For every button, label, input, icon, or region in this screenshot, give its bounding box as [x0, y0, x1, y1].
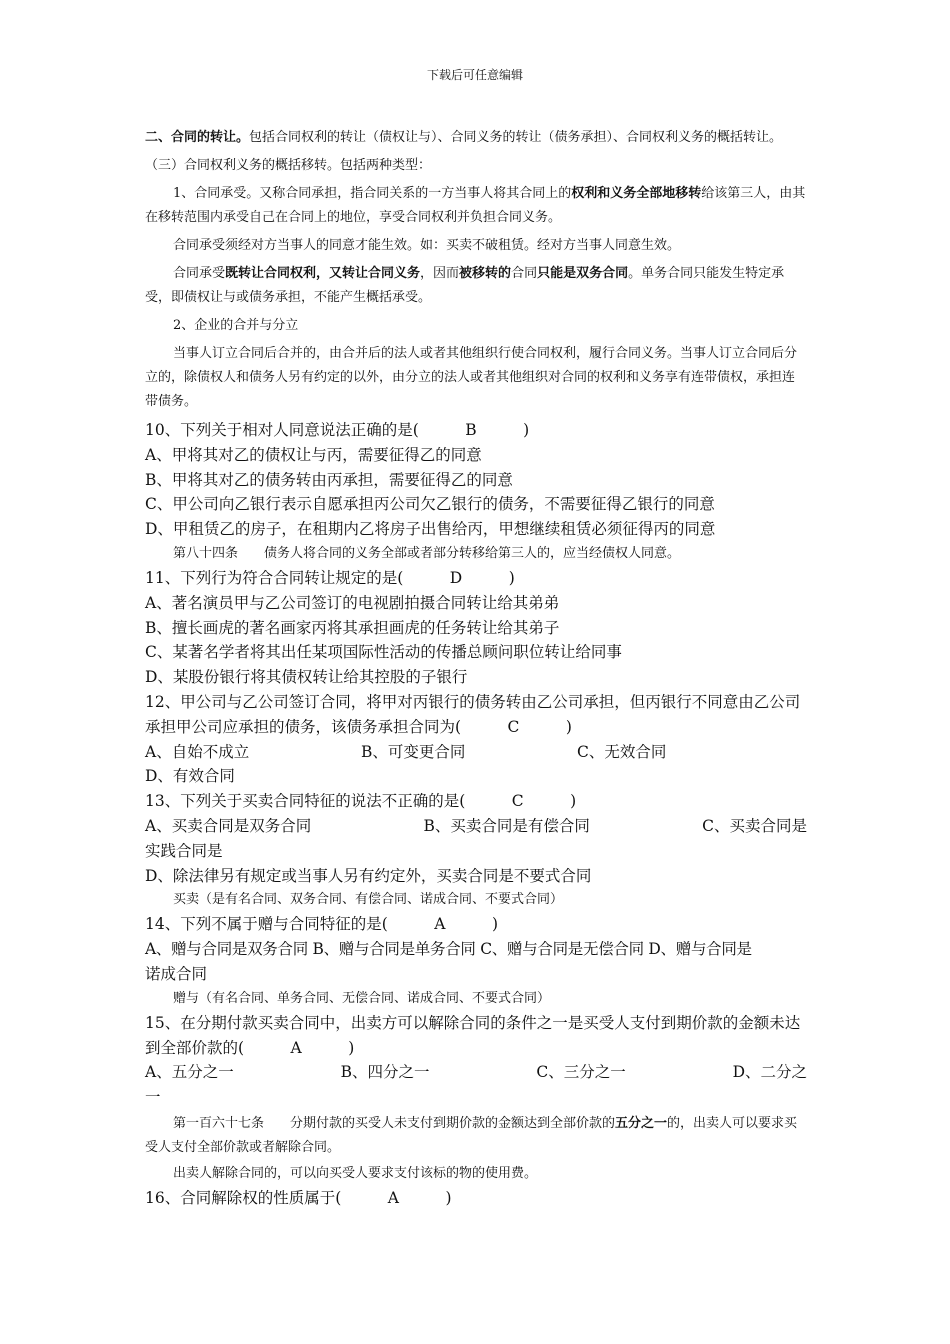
question-stem: 12、甲公司与乙公司签订合同，将甲对丙银行的债务转由乙公司承担，但丙银行不同意由乙公司承担甲公司应承担的债务，该债务承担合同为( C ): [145, 692, 801, 736]
paragraph-contract-assumption: 1、合同承受。又称合同承担，指合同关系的一方当事人将其合同上的权利和义务全部地移转给该第三人，由其在移转范围内承受自己在合同上的地位，享受合同权利并负担合同义务。: [145, 186, 806, 225]
legal-note: 第八十四条 债务人将合同的义务全部或者部分转移给第三人的，应当经债权人同意。: [173, 545, 681, 561]
option: D、有效合同: [145, 767, 235, 786]
question-stem: 11、下列行为符合合同转让规定的是( D ): [145, 568, 515, 587]
option: D、甲租赁乙的房子，在租期内乙将房子出售给丙，甲想继续租赁必须征得丙的同意: [145, 520, 716, 539]
question-11: [145, 566, 807, 690]
option: A、五分之一: [145, 1063, 234, 1082]
question-stem: 13、下列关于买卖合同特征的说法不正确的是( C ): [145, 792, 577, 811]
paragraph-merger: 当事人订立合同后合并的，由合并后的法人或者其他组织行使合同权利，履行合同义务。当事人订立合同后分立的，除债权人和债务人另有约定的以外，由分立的法人或者其他组织对合同的权利和义务享有连带债权，承担连带债务。: [145, 346, 798, 409]
legal-note: 出卖人解除合同的，可以向买受人要求支付该标的物的使用费。: [173, 1165, 538, 1181]
question-16: [145, 1186, 807, 1211]
option: B、买卖合同是有偿合同: [423, 816, 590, 835]
question-stem: 10、下列关于相对人同意说法正确的是( B ): [145, 421, 530, 439]
option: A、著名演员甲与乙公司签订的电视剧拍摄合同转让给其弟弟: [145, 593, 560, 612]
option: D、二分之: [732, 1063, 807, 1082]
question-stem: 16、合同解除权的性质属于( A ): [145, 1188, 452, 1207]
options-row: [145, 740, 807, 765]
paragraph-merger-heading: 2、企业的合并与分立: [173, 318, 299, 333]
option: A、自始不成立: [145, 742, 250, 761]
subsection-heading: （三）合同权利义务的概括移转。包括两种类型：: [145, 158, 432, 173]
option: A、甲将其对乙的债权让与丙，需要征得乙的同意: [145, 445, 482, 464]
option: C、某著名学者将其出任某项国际性活动的传播总顾问职位转让给同事: [145, 643, 622, 662]
paragraph-consent: 合同承受须经对方当事人的同意才能生效。如：买卖不破租赁。经对方当事人同意生效。: [173, 238, 681, 253]
option: C、买卖合同是: [702, 816, 807, 835]
option: B、甲将其对乙的债务转由丙承担，需要征得乙的同意: [145, 470, 513, 489]
option: D、除法律另有规定或当事人另有约定外，买卖合同是不要式合同: [145, 866, 592, 885]
option-continued: 实践合同是: [145, 841, 223, 860]
section-contract-transfer: 二、合同的转让。包括合同权利的转让（债权让与）、合同义务的转让（债务承担）、合同权利义务的概括转让。: [145, 130, 783, 145]
question-14: [145, 912, 807, 1010]
option-continued: 一: [145, 1088, 161, 1107]
legal-note: 赠与（有名合同、单务合同、无偿合同、诺成合同、不要式合同）: [173, 990, 551, 1006]
question-15: [145, 1011, 807, 1186]
options-line: A、赠与合同是双务合同 B、赠与合同是单务合同 C、赠与合同是无偿合同 D、赠与合同是: [145, 940, 752, 959]
question-10: [145, 418, 807, 566]
option: A、买卖合同是双务合同: [145, 816, 312, 835]
options-row: [145, 1060, 807, 1085]
option: C、三分之一: [536, 1063, 626, 1082]
document-body: [145, 126, 807, 1211]
paragraph-bilateral: 合同承受既转让合同权利，又转让合同义务，因而被移转的合同只能是双务合同。单务合同只能发生特定承受，即债权让与或债务承担，不能产生概括承受。: [145, 266, 785, 305]
option: D、某股份银行将其债权转让给其控股的子银行: [145, 668, 468, 687]
question-stem: 14、下列不属于赠与合同特征的是( A ): [145, 915, 499, 934]
section-heading: 二、合同的转让。: [145, 130, 250, 145]
option: B、四分之一: [340, 1063, 430, 1082]
options-row: [145, 814, 807, 839]
option: C、无效合同: [577, 742, 667, 761]
option: B、可变更合同: [361, 742, 466, 761]
page-header: 下载后可任意编辑: [426, 68, 523, 82]
legal-note: 买卖（是有名合同、双务合同、有偿合同、诺成合同、不要式合同）: [173, 892, 564, 908]
question-13: [145, 789, 807, 912]
question-12: [145, 690, 807, 789]
option: C、甲公司向乙银行表示自愿承担丙公司欠乙银行的债务，不需要征得乙银行的同意: [145, 495, 715, 514]
option: B、擅长画虎的著名画家丙将其承担画虎的任务转让给其弟子: [145, 618, 560, 637]
legal-note: 第一百六十七条 分期付款的买受人未支付到期价款的金额达到全部价款的五分之一的，出卖人可以要求买受人支付全部价款或者解除合同。: [145, 1115, 798, 1155]
question-stem: 15、在分期付款买卖合同中，出卖方可以解除合同的条件之一是买受人支付到期价款的金额未达到全部价款的( A ): [145, 1013, 801, 1057]
options-line: 诺成合同: [145, 964, 208, 983]
